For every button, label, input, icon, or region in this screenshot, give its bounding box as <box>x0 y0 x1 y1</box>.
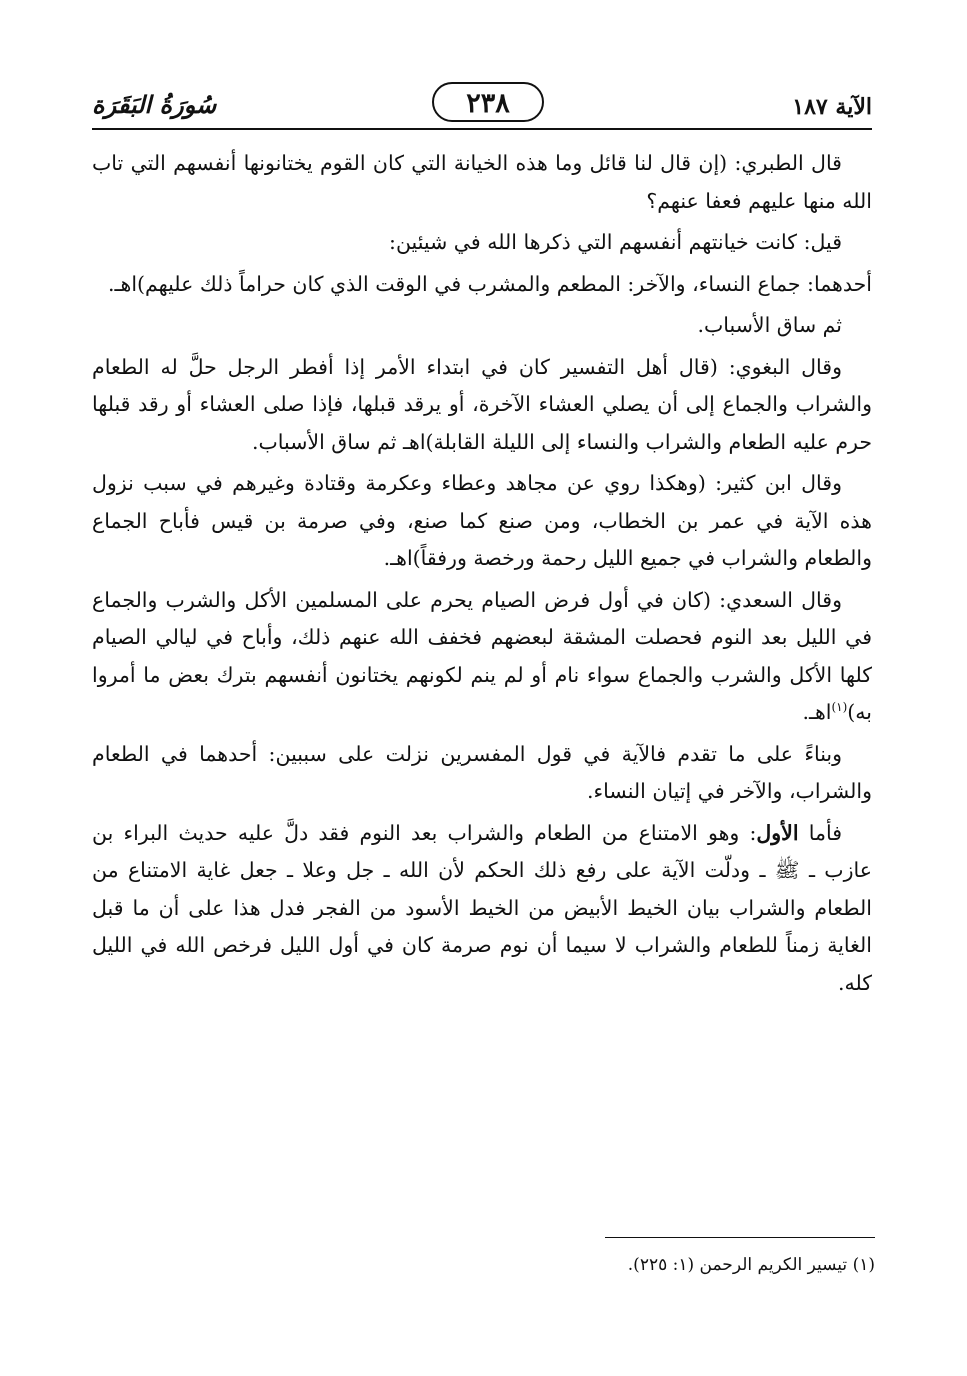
first-cause-keyword: الأول <box>756 820 799 845</box>
paragraph-ibn-kathir: وقال ابن كثير: (وهكذا روي عن مجاهد وعطاء وعكرمة وقتادة وغيرهم في سبب نزول هذه الآية في عمر بن الخطاب، ومن صنع كما صنع، وفي صرمة بن قيس فأباح الجماع والطعام والشراب في جميع الليل رحمة ورخصة ورفقاً)اهـ. <box>92 471 872 570</box>
paragraph-first-cause <box>92 815 872 1003</box>
saadi-ending: اهـ. <box>802 700 832 724</box>
paragraph-qila: قيل: كانت خيانتهم أنفسهم التي ذكرها الله في شيئين: <box>389 230 842 254</box>
paragraph-ahaduhuma: أحدهما: جماع النساء، والآخر: المطعم والمشرب في الوقت الذي كان حراماً ذلك عليهم)اهـ. <box>107 271 872 296</box>
main-text <box>92 145 872 1006</box>
first-cause-text: : وهو الامتناع من الطعام والشراب بعد النوم فقد دلَّ عليه حديث البراء بن عازب ـ ﷺ ـ ودلّت الآية على رفع ذلك الحكم لأن الله ـ جل وعلا ـ جعل غاية الامتناع من الطعام والشراب بيان الخيط الأبيض من الخيط الأسود من الفجر فدل هذا على أن ما قبل الغاية زمناً للطعام والشراب لا سيما أن نوم صرمة كان في أول الليل فرخص الله في الليل كله. <box>92 820 872 995</box>
paragraph-sabab: ثم ساق الأسباب. <box>697 313 842 337</box>
saadi-text: وقال السعدي: (كان في أول فرض الصيام يحرم على المسلمين الأكل والشرب والجماع في الليل بعد النوم فحصلت المشقة لبعضهم فخفف الله عنهم ذلك، وأباح في ليالي الصيام كلها الأكل والشرب والجماع سواء نام أو لم ينم لكونهم يختانون أنفسهم بترك بعض ما أمروا به) <box>92 587 872 724</box>
paragraph-conclusion: وبناءً على ما تقدم فالآية في قول المفسرين نزلت على سببين: أحدهما في الطعام والشراب، والآخر في إتيان النساء. <box>92 741 872 803</box>
first-cause-lead: فأما <box>808 820 842 845</box>
footnote-1 <box>95 1252 875 1278</box>
verse-label: الآية ١٨٧ <box>792 94 872 120</box>
paragraph-tabari: قال الطبري: (إن قال لنا قائل وما هذه الخيانة التي كان القوم يختانونها أنفسهم التي تاب الله منها عليهم فعفا عنهم؟ <box>92 151 872 213</box>
paragraph-baghawi: وقال البغوي: (قال أهل التفسير كان في ابتداء الأمر إذا أفطر الرجل حلَّ له الطعام والشراب والجماع إلى أن يصلي العشاء الآخرة، أو يرقد قبلها، فإذا صلى العشاء أو رقد قبلها حرم عليه الطعام والشراب والنساء إلى الليلة القابلة)اهـ ثم ساق الأسباب. <box>92 354 872 454</box>
header-divider <box>92 128 872 130</box>
paragraph-saadi <box>92 582 872 732</box>
page-header <box>92 82 872 132</box>
page-number: ٢٣٨ <box>432 82 544 122</box>
footnote-marker: (١) <box>852 1255 875 1275</box>
footnote-divider <box>605 1237 875 1238</box>
footnote-reference[interactable]: (١) <box>831 700 848 715</box>
footnote-text: تيسير الكريم الرحمن (١: ٢٢٥). <box>627 1255 848 1275</box>
surah-name: سُورَةُ البَقَرَة <box>92 90 217 119</box>
